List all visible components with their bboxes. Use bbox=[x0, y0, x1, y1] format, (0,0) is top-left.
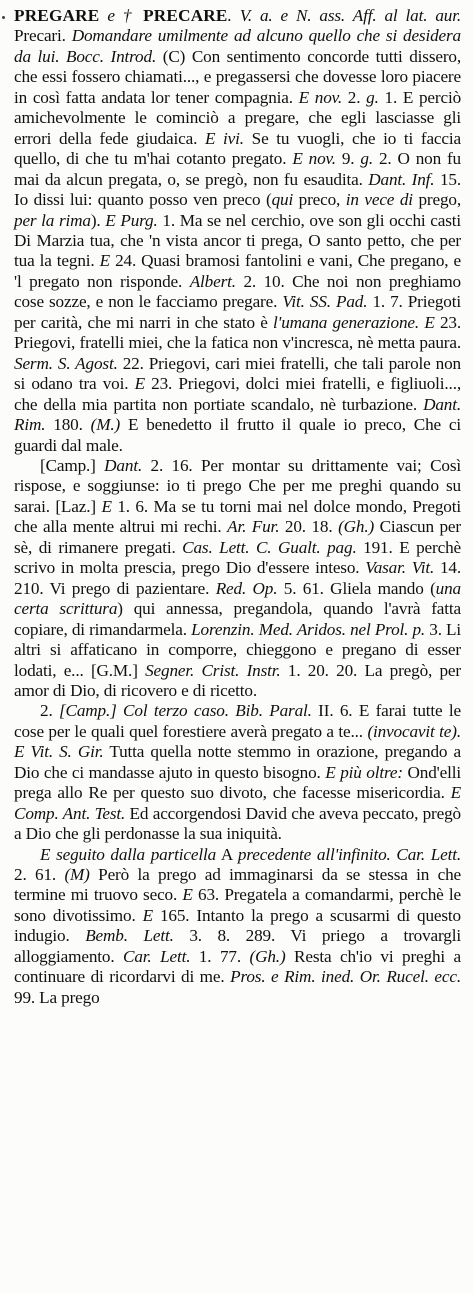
body-text: Ciascun per sè, di rimanere pregati. bbox=[14, 517, 461, 557]
body-text: 2. 16. Per montar su drittamente vai; Così rispose, e soggiunse: io ti prego Che per me preghi quando su sarai. [Laz.] bbox=[14, 455, 461, 516]
body-text: ). bbox=[90, 210, 106, 230]
body-text: 23. Priegovi, dolci miei fratelli, e figliuoli..., che della mia partita non portiate scandalo, nè turbazione. bbox=[14, 374, 462, 414]
italic-text: precedente all'infinito. Car. Lett. bbox=[237, 844, 461, 864]
italic-text: Vasar. Vit. bbox=[365, 558, 435, 578]
italic-text: Segner. Crist. Instr. bbox=[145, 660, 281, 680]
italic-text: E bbox=[142, 905, 153, 925]
italic-text: Cas. Lett. C. Gualt. pag. bbox=[182, 537, 357, 557]
italic-text: E bbox=[99, 251, 110, 271]
entry-column bbox=[14, 6, 461, 1008]
body-text: Tutta quella notte stemmo in orazione, pregando a Dio che ci mandasse ajuto in questo bisogno. bbox=[14, 742, 461, 782]
italic-text: (M.) bbox=[90, 415, 121, 435]
italic-text: (invocavit te). E Vit. S. Gir. bbox=[14, 721, 461, 762]
body-text: 5. 61. Gliela mando ( bbox=[277, 578, 436, 598]
body-text: II. 6. E farai tutte le cose per le quali quel forestiere averà pregato a te... bbox=[14, 701, 461, 741]
italic-text: Albert. bbox=[189, 271, 236, 291]
italic-text: Dant. Inf. bbox=[368, 169, 435, 189]
body-text: 165. Intanto la prego a scusarmi di questo indugio. bbox=[14, 905, 461, 946]
italic-text: e † bbox=[99, 6, 144, 25]
body-text: A bbox=[216, 844, 238, 864]
italic-text: Pros. e Rim. ined. Or. Rucel. ecc. bbox=[230, 967, 461, 987]
italic-text: (M) bbox=[64, 865, 90, 885]
body-text: 9. bbox=[335, 149, 361, 169]
body-text: 1. 7. Priegoti per carità, che mi narri in che stato è bbox=[14, 292, 461, 332]
body-text: Precari. bbox=[14, 26, 72, 46]
body-text: 1. 77. bbox=[190, 946, 250, 966]
italic-text: Dant. bbox=[104, 455, 143, 475]
body-text: Ond'elli prega allo Re per questo suo divoto, che facesse misericordia. bbox=[14, 762, 461, 803]
italic-text: (Gh.) bbox=[249, 946, 286, 966]
italic-text: [Camp.] Col terzo caso. Bib. Paral. bbox=[58, 701, 312, 721]
italic-text: E nov. bbox=[292, 149, 336, 169]
italic-text: Vit. SS. Pad. bbox=[282, 292, 368, 312]
body-text: preco, bbox=[293, 190, 346, 210]
italic-text: E bbox=[424, 312, 435, 332]
body-text: 2. bbox=[342, 87, 367, 107]
body-text: 20. 18. bbox=[279, 517, 339, 537]
body-text: 15. Io dissi lui: quanto posso ven preco ( bbox=[14, 169, 462, 210]
body-text: [Camp.] bbox=[40, 455, 105, 475]
body-text: 2. bbox=[40, 701, 59, 721]
body-text: 3. 8. 289. Vi priego a trovargli alloggiamento. bbox=[14, 926, 461, 966]
italic-text: E nov. bbox=[298, 87, 343, 107]
italic-text: E bbox=[134, 374, 145, 394]
italic-text: Bemb. Lett. bbox=[85, 926, 174, 946]
italic-text: E ivi. bbox=[204, 128, 244, 148]
entry-paragraph bbox=[14, 845, 461, 1009]
body-text: prego, bbox=[412, 190, 461, 210]
margin-mark bbox=[2, 16, 5, 19]
body-text: 3. Li altri si affaticano in comporre, chieggono e pregano di esser lodati, e... [G.M.] bbox=[14, 619, 462, 680]
body-text: 1. 6. Ma se tu torni mai nel dolce mondo, Pregoti che alla mente altrui mi rechi. bbox=[14, 496, 461, 537]
italic-text: una certa scrittura bbox=[14, 578, 462, 619]
italic-text: Domandare umilmente ad alcuno quello che si desidera da lui. Bocc. Introd. bbox=[14, 26, 461, 66]
body-text: Ed accorgendosi David che aveva peccato, pregò a Dio che gli perdonasse la sua iniquità. bbox=[14, 803, 461, 844]
italic-text: Lorenzin. Med. Aridos. nel Prol. p. bbox=[191, 619, 426, 639]
italic-text: . V. a. e N. ass. Aff. al lat. aur. bbox=[227, 6, 461, 25]
body-text: 1. E perciò amichevolmente le cominciò a pregare, che egli lasciasse gli errori della fede giudaica. bbox=[14, 87, 462, 148]
body-text: 24. Quasi bramosi fantolini e vani, Che pregano, e 'l pregato non risponde. bbox=[14, 251, 462, 291]
italic-text: (Gh.) bbox=[338, 517, 375, 537]
italic-text: in vece di bbox=[345, 190, 413, 210]
italic-text: qui bbox=[271, 190, 294, 210]
body-text: 63. Pregatela a comandarmi, perchè le sono divotissimo. bbox=[14, 885, 461, 925]
body-text: 2. 61. bbox=[14, 865, 65, 885]
italic-text: E bbox=[101, 496, 112, 516]
body-text: 2. 10. Che noi non preghiamo cose sozze, e non le facciamo pregare. bbox=[14, 271, 461, 312]
body-text: Se tu vuogli, che io ti faccia quello, di che tu m'hai cotanto pregato. bbox=[14, 128, 461, 169]
entry-paragraph bbox=[14, 456, 461, 701]
body-text: 23. Priegovi, fratelli miei, che la fatica non v'incresca, nè metta paura. bbox=[14, 312, 462, 353]
body-text: 14. 210. Vi prego di pazientare. bbox=[14, 558, 462, 598]
italic-text: E Purg. bbox=[105, 210, 158, 230]
body-text: 99. La prego bbox=[14, 987, 100, 1007]
italic-text: E Comp. Ant. Test. bbox=[14, 783, 461, 823]
entry-paragraph bbox=[14, 6, 461, 456]
italic-text: g. bbox=[366, 87, 379, 107]
body-text: 1. Ma se nel cerchio, ove son gli occhi casti Di Marzia tua, che 'n vista ancor ti prega, O santo petto, che per tua la tegni. bbox=[14, 210, 462, 271]
italic-text: E più oltre: bbox=[325, 762, 403, 782]
body-text: 22. Priegovi, cari miei fratelli, che tali parole non si odano tra voi. bbox=[14, 353, 461, 394]
body-text: (C) Con sentimento concorde tutti dissero, che essi fossero chiamati..., e pregassersi che dovesse loro piacere in così fatta andata lor tener compagnia. bbox=[14, 46, 461, 107]
body-text: 191. E perchè scrivo in molta prescia, prego Dio d'essere inteso. bbox=[14, 537, 462, 578]
body-text: 2. O non fu mai da alcun pregata, o, se pregò, non fu esaudita. bbox=[14, 149, 462, 189]
italic-text: per la rima bbox=[14, 210, 91, 230]
italic-text: Car. Lett. bbox=[123, 946, 191, 966]
italic-text: g. bbox=[360, 149, 373, 169]
italic-text: l'umana generazione. bbox=[273, 312, 420, 332]
body-text: 1. 20. 20. La pregò, per amor di Dio, di ricovero e di ricetto. bbox=[14, 660, 461, 700]
italic-text: Ar. Fur. bbox=[227, 517, 280, 537]
body-text: Resta ch'io vi preghi a continuare di ricordarvi di me. bbox=[14, 946, 461, 987]
headword: PREGARE bbox=[14, 6, 100, 25]
italic-text: E seguito dalla particella bbox=[40, 844, 217, 864]
italic-text: Dant. Rim. bbox=[14, 394, 461, 435]
italic-text: E bbox=[182, 885, 193, 905]
body-text: E benedetto il frutto il quale io preco, Che ci guardi dal male. bbox=[14, 415, 461, 455]
body-text: 180. bbox=[45, 415, 91, 435]
body-text: Però la prego ad immaginarsi da se stessa in che termine mi truovo seco. bbox=[14, 865, 461, 905]
italic-text: Red. Op. bbox=[215, 578, 278, 598]
headword: PRECARE bbox=[143, 6, 228, 25]
body-text: ) qui annessa, pregandola, quando l'avrà fatta copiare, di rimandarmela. bbox=[14, 599, 462, 639]
entry-paragraph bbox=[14, 701, 461, 844]
italic-text: Serm. S. Agost. bbox=[14, 353, 118, 373]
